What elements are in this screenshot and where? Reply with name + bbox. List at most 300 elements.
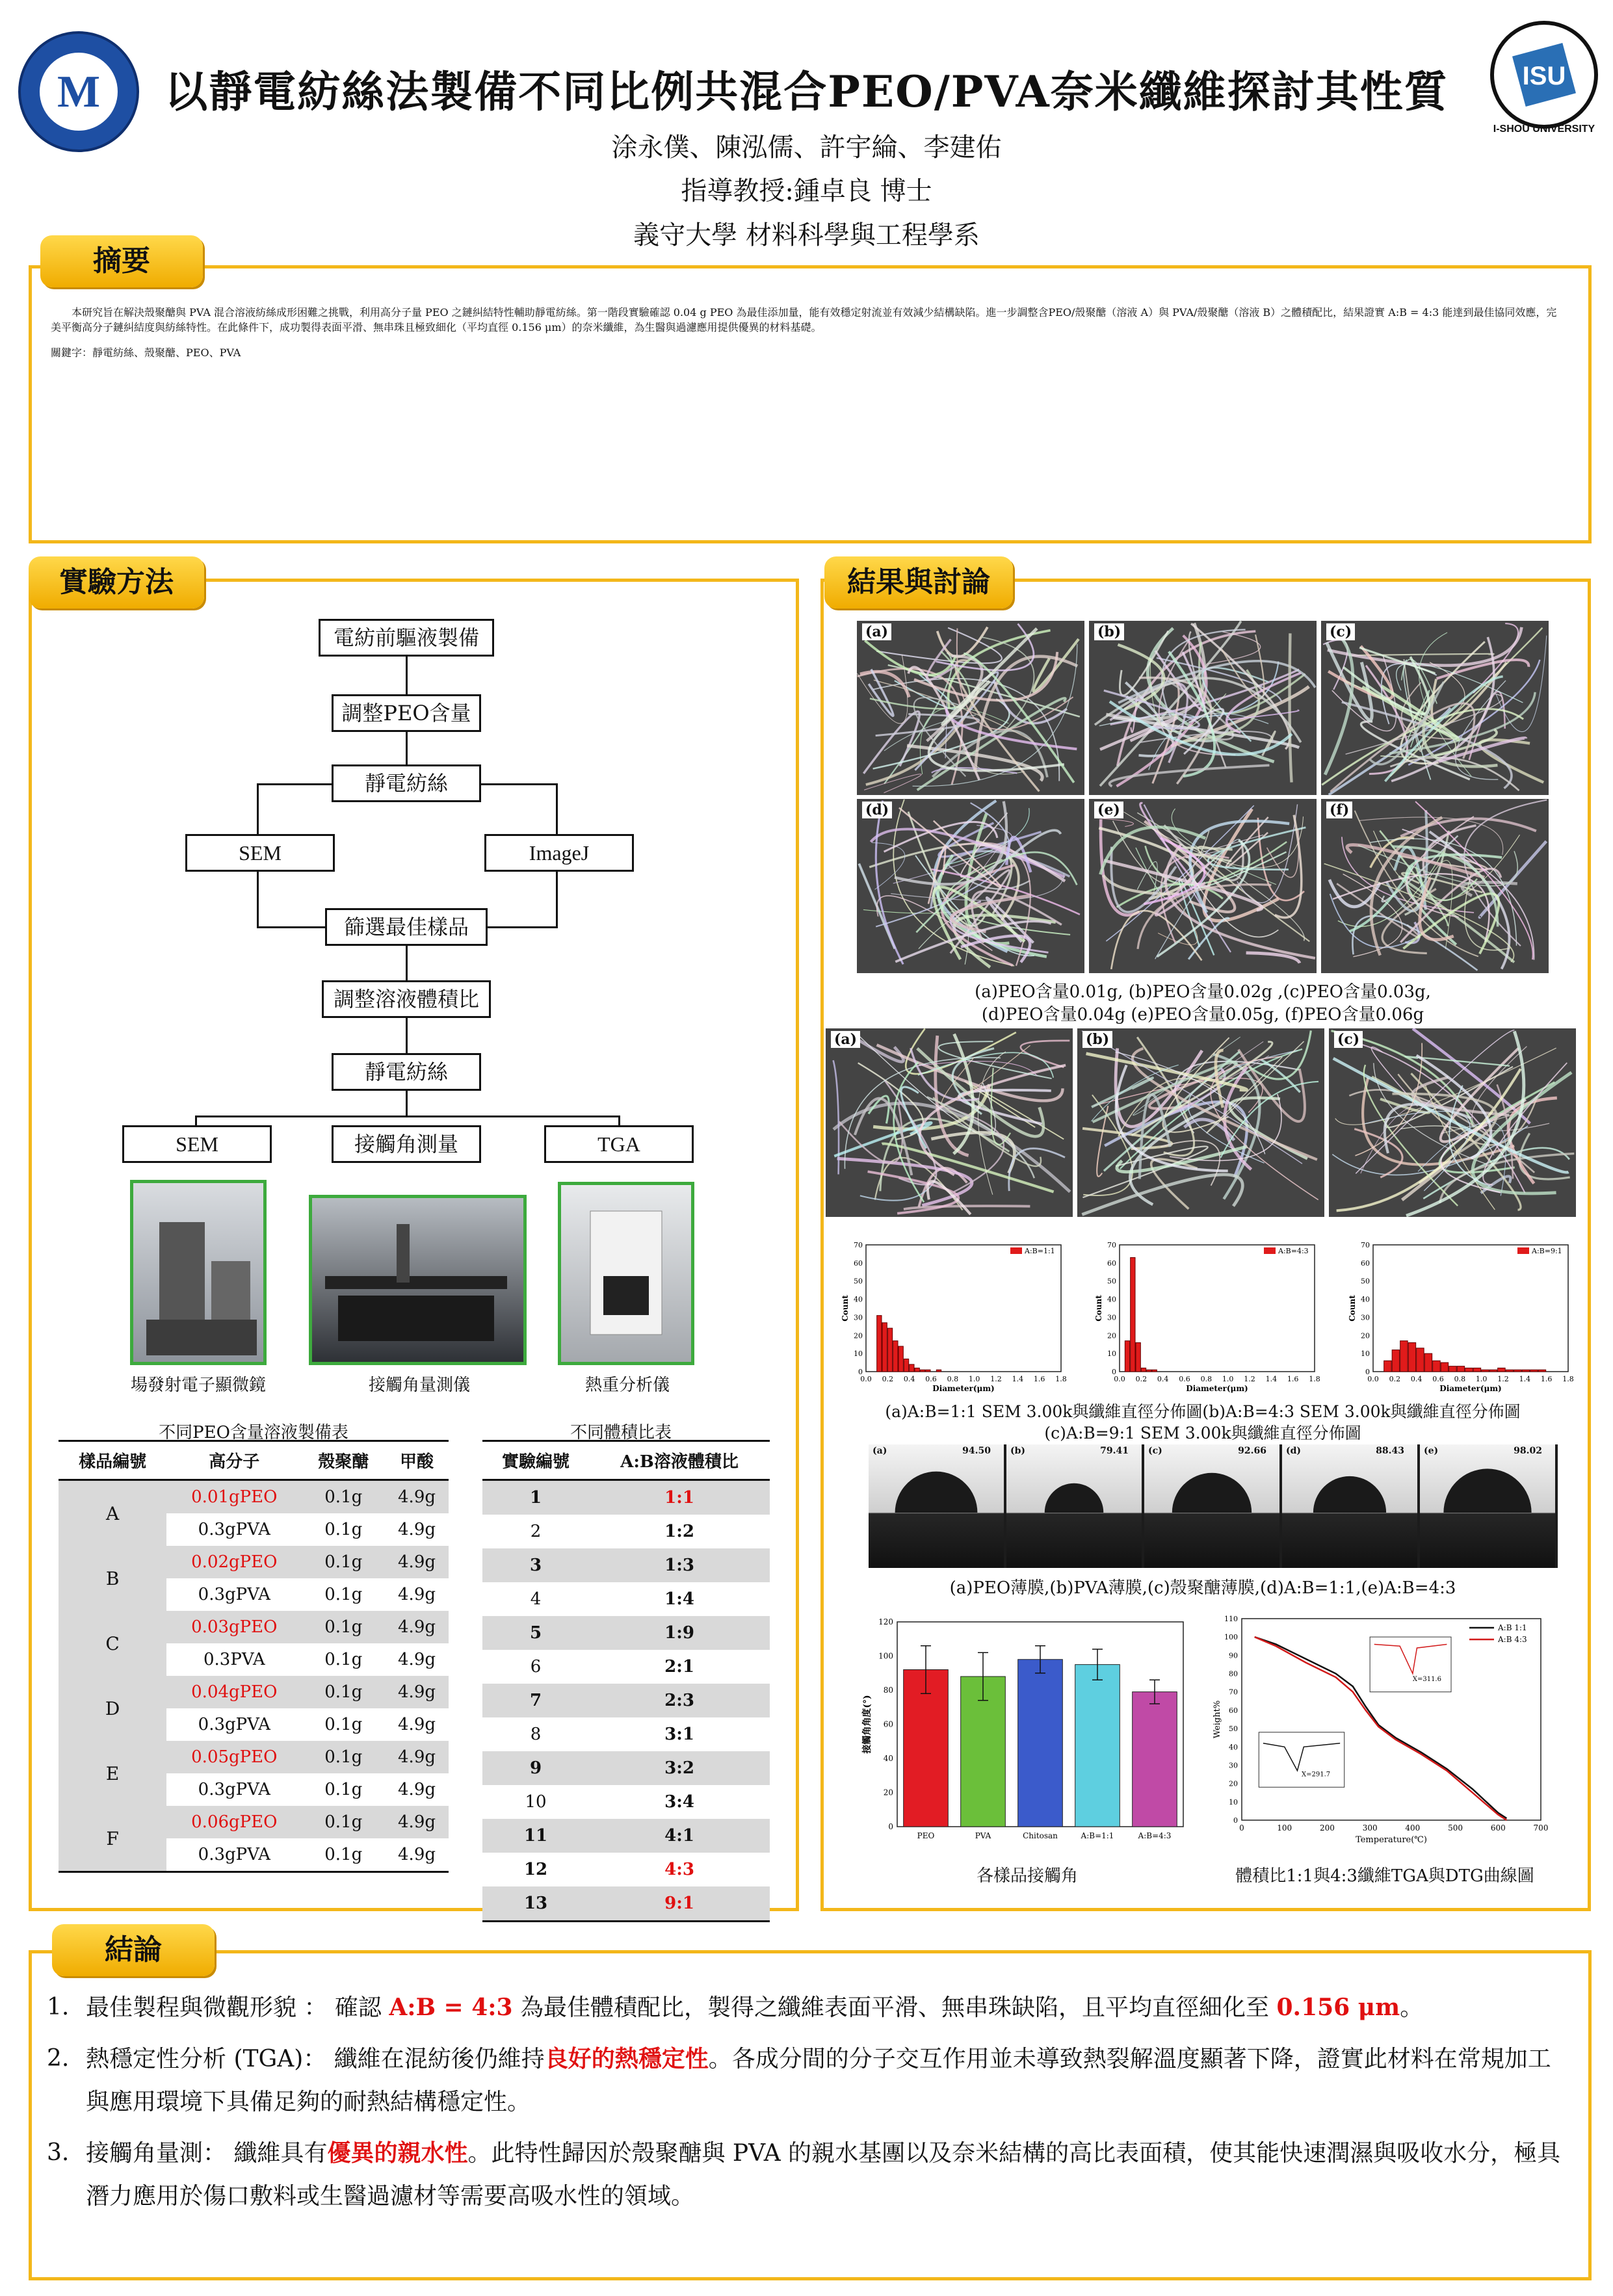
conclusion-text: 。	[1400, 1994, 1424, 2021]
sample-id: C	[59, 1611, 166, 1676]
table2-title: 不同體積比表	[570, 1423, 672, 1442]
x-tick-label: 1.6	[1033, 1375, 1045, 1383]
table2-header: 實驗編號	[482, 1441, 589, 1480]
histogram-bar	[1400, 1341, 1408, 1372]
table1-header: 殼聚醣	[302, 1441, 385, 1480]
table-row	[482, 1548, 770, 1582]
y-tick-label: 50	[854, 1277, 863, 1286]
y-tick-label: 20	[854, 1331, 863, 1340]
table-cell: 0.3gPVA	[198, 1845, 270, 1864]
histogram-bar	[1408, 1342, 1416, 1372]
sample-id: A	[59, 1480, 166, 1546]
histogram-bar	[1147, 1370, 1151, 1372]
flow-connector	[406, 1018, 408, 1054]
y-tick-label: 80	[883, 1686, 893, 1695]
y-tick-label: 0	[858, 1368, 863, 1376]
histogram-bar	[910, 1364, 914, 1372]
y-tick-label: 10	[1361, 1350, 1370, 1359]
legend-label: A:B 4:3	[1498, 1635, 1527, 1644]
y-tick-label: 50	[1229, 1725, 1238, 1734]
sem-caption-line1: (a)PEO含量0.01g, (b)PEO含量0.02g ,(c)PEO含量0.03g,	[975, 982, 1431, 1002]
table-cell: 3	[529, 1556, 542, 1575]
table-cell: 2:3	[664, 1691, 694, 1710]
y-tick-label: 100	[878, 1651, 893, 1661]
conclusion-highlight: A:B = 4:3	[389, 1994, 513, 2021]
histogram-bar	[1392, 1350, 1400, 1372]
table-cell: 4.9g	[385, 1676, 449, 1708]
flow-step-select: 篩選最佳樣品	[325, 908, 488, 946]
y-tick-label: 0	[888, 1822, 893, 1831]
histogram-bar	[893, 1341, 898, 1372]
conclusion-list	[47, 1986, 1568, 2218]
table-cell: 0.3gPVA	[198, 1780, 270, 1799]
sem-label: (c)	[1334, 1031, 1363, 1048]
x-tick-label: 1.8	[1309, 1375, 1320, 1383]
contact-angle-instrument-icon	[312, 1198, 523, 1362]
table-cell: 0.3gPVA	[198, 1715, 270, 1734]
table-cell: 0.02gPEO	[166, 1546, 302, 1578]
table-cell: 1:4	[664, 1589, 694, 1609]
table-row	[59, 1546, 449, 1578]
conclusion-tag: 結論	[52, 1924, 215, 1976]
table-cell: 4.9g	[385, 1480, 449, 1514]
conclusion-item-2	[47, 2037, 1568, 2124]
department: 義守大學 材料科學與工程學系	[633, 220, 980, 250]
contact-angle-frame	[1282, 1444, 1417, 1568]
contact-angle-frame	[1420, 1444, 1555, 1568]
x-tick-label: 0.2	[1389, 1375, 1401, 1383]
y-tick-label: 40	[1107, 1295, 1116, 1304]
table-cell: 4	[530, 1589, 542, 1609]
table-cell: 10	[525, 1792, 547, 1812]
table-row	[482, 1819, 770, 1853]
x-tick-label: 0.8	[1454, 1375, 1466, 1383]
sem-label: (a)	[831, 1031, 860, 1048]
table-cell: 4.9g	[398, 1715, 436, 1734]
flow-imagej: ImageJ	[484, 834, 634, 872]
histogram-bar	[1417, 1348, 1424, 1372]
flow-connector	[406, 1091, 408, 1117]
y-tick-label: 120	[878, 1617, 893, 1626]
advisor: 指導教授:鍾卓良 博士	[681, 176, 932, 206]
contact-label: (d)	[1286, 1446, 1302, 1456]
methods-tag: 實驗方法	[29, 556, 204, 608]
table2	[482, 1440, 770, 1922]
sample-id: F	[59, 1806, 166, 1872]
table-cell: 1	[529, 1488, 542, 1507]
flow-connector	[556, 783, 558, 834]
x-tick-label: 1.6	[1287, 1375, 1299, 1383]
diameter-histograms	[826, 1222, 1580, 1394]
y-tick-label: 40	[883, 1754, 893, 1763]
bar	[1133, 1692, 1177, 1827]
table-row	[482, 1582, 770, 1616]
conclusion-text: 熱穩定性分析 (TGA)： 纖維在混紡後仍維持	[86, 2046, 545, 2072]
contact-angle-frame	[1006, 1444, 1142, 1568]
flow-step-spin1: 靜電紡絲	[332, 764, 481, 802]
droplet-icon	[1282, 1444, 1417, 1568]
table-cell: 0.01gPEO	[166, 1480, 302, 1514]
flow-sem: SEM	[185, 834, 335, 872]
table-cell: 0.1g	[302, 1611, 385, 1643]
conclusion-highlight: 0.156 μm	[1276, 1994, 1400, 2021]
sem-label: (e)	[1094, 802, 1123, 818]
y-tick-label: 10	[854, 1350, 863, 1359]
y-tick-label: 90	[1229, 1651, 1238, 1660]
y-tick-label: 60	[1107, 1259, 1116, 1268]
conclusion-number: 3.	[47, 2139, 70, 2166]
x-tick-label: 1.8	[1055, 1375, 1067, 1383]
table-cell: 5	[529, 1623, 542, 1643]
table-cell: 4:1	[664, 1826, 694, 1846]
histogram-bar	[926, 1370, 930, 1372]
histogram-bar	[1125, 1341, 1129, 1372]
x-tick-label: 100	[1277, 1823, 1292, 1833]
photo-caption-contact: 接觸角量測儀	[368, 1376, 470, 1395]
sample-id: D	[59, 1676, 166, 1741]
x-tick-label: 0.6	[925, 1375, 937, 1383]
x-tick-label: 0.6	[1432, 1375, 1444, 1383]
table1-peo	[59, 1440, 449, 1873]
table-cell: 0.1g	[302, 1741, 385, 1773]
x-tick-label: 700	[1533, 1823, 1549, 1833]
photo-contact-angle	[309, 1195, 527, 1365]
table-cell: 6	[530, 1657, 542, 1676]
contact-angle-frame	[1144, 1444, 1279, 1568]
keywords: 關鍵字：靜電紡絲、殼聚醣、PEO、PVA	[51, 346, 241, 359]
y-tick-label: 50	[1107, 1277, 1116, 1286]
x-tick-label: 500	[1448, 1823, 1463, 1833]
y-tick-label: 40	[1361, 1295, 1370, 1304]
legend-label: A:B=4:3	[1278, 1247, 1309, 1255]
microscope-icon	[133, 1183, 263, 1362]
table-row	[482, 1650, 770, 1684]
table-cell: 1:2	[664, 1522, 694, 1541]
table-cell: 4.9g	[398, 1845, 436, 1864]
x-tick-label: 0.4	[1157, 1375, 1169, 1383]
x-tick-label: 400	[1405, 1823, 1421, 1833]
x-tick-label: 1.6	[1540, 1375, 1553, 1383]
x-axis-label: Diameter(μm)	[932, 1384, 995, 1393]
flow-step-spin2: 靜電紡絲	[332, 1053, 481, 1091]
table-cell: 0.1g	[302, 1806, 385, 1838]
conclusion-highlight: 良好的熱穩定性	[544, 2045, 709, 2072]
flow-out-contact: 接觸角測量	[332, 1125, 481, 1163]
histogram-bar	[898, 1346, 903, 1372]
table-row	[59, 1480, 449, 1514]
x-tick-label: 1.2	[1244, 1375, 1255, 1383]
y-axis-label: Count	[1348, 1295, 1357, 1322]
histogram-bar	[877, 1316, 882, 1372]
x-tick-label: 0.2	[882, 1375, 894, 1383]
x-tick-label: 0.0	[860, 1375, 872, 1383]
table1-header: 甲酸	[385, 1441, 449, 1480]
sem-image	[826, 1028, 1073, 1217]
histogram-bar	[1152, 1370, 1157, 1372]
x-tick-label: 1.0	[968, 1375, 980, 1383]
y-axis-label: 接觸角角度(°)	[862, 1695, 872, 1754]
y-tick-label: 60	[1361, 1259, 1370, 1268]
droplet-icon	[1006, 1444, 1142, 1568]
contact-angle-images	[869, 1444, 1558, 1568]
table-cell: 4:3	[664, 1860, 694, 1879]
photo-caption-fesem: 場發射電子顯微鏡	[130, 1376, 266, 1395]
abstract-text	[51, 294, 1566, 370]
y-tick-label: 60	[854, 1259, 863, 1268]
y-tick-label: 0	[1112, 1368, 1116, 1376]
table2-ratio	[482, 1440, 770, 1922]
table-row	[482, 1480, 770, 1515]
legend-swatch	[1264, 1247, 1276, 1254]
fiber-texture-icon	[1077, 1028, 1324, 1217]
conclusion-text: 最佳製程與微觀形貌 ： 確認	[86, 1994, 389, 2021]
histogram-bar	[1514, 1370, 1522, 1372]
contact-label: (c)	[1148, 1446, 1162, 1456]
table-row	[59, 1741, 449, 1773]
legend-label: A:B=9:1	[1532, 1247, 1562, 1255]
y-tick-label: 40	[854, 1295, 863, 1304]
contact-caption: (a)PEO薄膜,(b)PVA薄膜,(c)殼聚醣薄膜,(d)A:B=1:1,(e)A:B=4:3	[949, 1578, 1456, 1598]
flow-out-tga: TGA	[544, 1125, 694, 1163]
flow-connector	[406, 657, 408, 696]
fiber-texture-icon	[857, 799, 1084, 973]
photo-fesem	[130, 1180, 267, 1365]
flow-connector	[556, 872, 558, 928]
contact-angle-value: 88.43	[1376, 1446, 1404, 1456]
table-row	[482, 1785, 770, 1819]
poster-title: 以靜電紡絲法製備不同比例共混合PEO/PVA奈米纖維探討其性質	[164, 66, 1449, 117]
sem-label: (b)	[1094, 623, 1124, 640]
svg-text:ISU: ISU	[1522, 62, 1566, 90]
authors: 涂永僕、陳泓儒、許宇綸、李建佑	[611, 133, 1002, 163]
table-cell: 1:3	[664, 1556, 694, 1575]
table-row	[482, 1886, 770, 1922]
y-tick-label: 50	[1361, 1277, 1370, 1286]
y-tick-label: 20	[883, 1788, 893, 1797]
sem-label: (c)	[1326, 623, 1355, 640]
table-cell: 0.1g	[324, 1585, 363, 1604]
table-row	[482, 1616, 770, 1650]
hist-caption-line2: (c)A:B=9:1 SEM 3.00k與纖維直徑分佈圖	[1044, 1424, 1361, 1442]
x-tick-label: PEO	[917, 1831, 935, 1840]
x-tick-label: 0.8	[947, 1375, 959, 1383]
table-row	[482, 1684, 770, 1717]
table-cell: 1:9	[664, 1623, 694, 1643]
table-row	[482, 1751, 770, 1785]
x-tick-label: 0	[1239, 1823, 1244, 1833]
histogram-bar	[1473, 1368, 1481, 1372]
y-tick-label: 30	[854, 1313, 863, 1322]
table-cell: 0.1g	[302, 1676, 385, 1708]
histogram-bar	[904, 1359, 908, 1372]
histogram-bar	[915, 1368, 919, 1372]
conclusion-text: 接觸角量測： 纖維具有	[86, 2140, 328, 2167]
sem-image	[1321, 799, 1549, 973]
table2-header: A:B溶液體積比	[589, 1441, 770, 1480]
flow-step-peo: 調整PEO含量	[332, 694, 481, 732]
fiber-texture-icon	[1321, 621, 1549, 795]
table-cell: 0.3PVA	[203, 1650, 265, 1669]
flow-step-prep: 電紡前驅液製備	[319, 619, 494, 657]
flow-connector	[406, 946, 408, 981]
table-cell: 0.1g	[302, 1480, 385, 1514]
conclusion-item-3	[47, 2132, 1568, 2218]
legend-swatch	[1517, 1247, 1529, 1254]
conclusion-text: 。各成分間的分子交互作用並未導致熱裂解溫度顯著下降，證實此材料在常規加工與應用環境下具備足夠的耐熱結構穩定性。	[86, 2046, 1551, 2115]
annotation: X=311.6	[1412, 1675, 1441, 1683]
table-cell: 4.9g	[398, 1585, 436, 1604]
histogram-bar	[1538, 1370, 1546, 1372]
legend-label: A:B 1:1	[1498, 1623, 1527, 1632]
table-cell: 4.9g	[398, 1520, 436, 1539]
histogram-bar	[1465, 1368, 1473, 1372]
table-cell: 2	[530, 1522, 542, 1541]
fiber-texture-icon	[857, 621, 1084, 795]
table-cell: 0.1g	[302, 1546, 385, 1578]
table-cell: 4.9g	[385, 1546, 449, 1578]
table-cell: 4.9g	[398, 1650, 436, 1669]
sem-label: (b)	[1082, 1031, 1112, 1048]
y-tick-label: 70	[1361, 1241, 1370, 1249]
x-tick-label: 0.2	[1135, 1375, 1147, 1383]
y-tick-label: 30	[1229, 1761, 1238, 1770]
table-cell: 4.9g	[385, 1741, 449, 1773]
x-tick-label: 0.4	[1410, 1375, 1423, 1383]
histogram-bar	[1136, 1342, 1140, 1372]
table-row	[59, 1806, 449, 1838]
table-cell: 3:4	[664, 1792, 694, 1812]
y-tick-label: 0	[1365, 1368, 1370, 1376]
sem-image	[857, 621, 1084, 795]
flow-connector	[257, 926, 325, 928]
histogram-bar	[1457, 1366, 1465, 1372]
y-tick-label: 60	[1229, 1706, 1238, 1715]
flow-connector	[488, 926, 558, 928]
x-tick-label: 1.4	[1265, 1375, 1278, 1383]
contact-label: (a)	[872, 1446, 887, 1456]
contact-angle-value: 94.50	[962, 1446, 991, 1456]
table-cell: 0.1g	[324, 1520, 363, 1539]
tga-instrument-icon	[561, 1185, 691, 1362]
sem-image	[1077, 1028, 1324, 1217]
legend-swatch	[1010, 1247, 1022, 1254]
y-axis-label: Count	[1094, 1295, 1103, 1322]
table-cell: 0.04gPEO	[166, 1676, 302, 1708]
x-tick-label: 0.0	[1367, 1375, 1379, 1383]
y-tick-label: 60	[883, 1719, 893, 1729]
flow-out-sem: SEM	[122, 1125, 272, 1163]
histogram-bar	[1141, 1368, 1146, 1372]
fiber-texture-icon	[1321, 799, 1549, 973]
photo-tga	[558, 1182, 694, 1365]
sem-label: (d)	[862, 802, 892, 818]
x-tick-label: 0.4	[903, 1375, 915, 1383]
table-cell: 0.05gPEO	[166, 1741, 302, 1773]
sample-id: E	[59, 1741, 166, 1806]
conclusion-item-1	[47, 1986, 1568, 2029]
histogram-bar	[1131, 1258, 1135, 1372]
conclusion-text: 。此特性歸因於殼聚醣與 PVA 的親水基團以及奈米結構的高比表面積，使其能快速潤濕與吸收水分，極具潛力應用於傷口敷料或生醫過濾材等需要高吸水性的領域。	[86, 2140, 1561, 2210]
x-tick-label: A:B=1:1	[1081, 1831, 1114, 1840]
contact-angle-value: 79.41	[1100, 1446, 1129, 1456]
x-tick-label: Chitosan	[1023, 1831, 1058, 1840]
x-tick-label: 0.0	[1114, 1375, 1125, 1383]
flow-connector	[257, 872, 259, 928]
histogram-bar	[1424, 1353, 1432, 1372]
y-axis-label: Weight%	[1213, 1700, 1222, 1739]
histogram-bar	[887, 1328, 892, 1372]
table-cell: 4.9g	[385, 1806, 449, 1838]
histogram-bar	[1522, 1370, 1530, 1372]
conclusion-number: 2.	[47, 2045, 70, 2072]
sem-image	[1329, 1028, 1576, 1217]
tga-chart	[1209, 1606, 1560, 1853]
table1-header: 高分子	[166, 1441, 302, 1480]
table-row	[482, 1515, 770, 1548]
y-tick-label: 70	[854, 1241, 863, 1249]
contact-label: (e)	[1424, 1446, 1439, 1456]
hist-caption-line1: (a)A:B=1:1 SEM 3.00k與纖維直徑分佈圖(b)A:B=4:3 SEM 3.00k與纖維直徑分佈圖	[885, 1402, 1521, 1421]
conclusion-highlight: 優異的親水性	[327, 2139, 468, 2167]
x-tick-label: PVA	[975, 1831, 991, 1840]
table-cell: 0.1g	[324, 1780, 363, 1799]
histogram-bar	[936, 1370, 941, 1372]
photo-caption-tga: 熱重分析儀	[584, 1376, 670, 1395]
x-axis-label: Temperature(℃)	[1356, 1835, 1427, 1845]
fiber-texture-icon	[1089, 799, 1317, 973]
flow-connector	[195, 1115, 620, 1117]
y-tick-label: 70	[1107, 1241, 1116, 1249]
flow-connector	[257, 783, 332, 785]
y-tick-label: 0	[1233, 1816, 1238, 1825]
histogram-bar	[1449, 1366, 1457, 1372]
x-tick-label: 1.2	[990, 1375, 1002, 1383]
table-cell: 3:1	[664, 1725, 694, 1744]
x-tick-label: 1.4	[1519, 1375, 1531, 1383]
dtg-inset	[1259, 1732, 1344, 1788]
table-row	[59, 1611, 449, 1643]
conclusion-number: 1.	[47, 1994, 70, 2020]
bar	[1075, 1665, 1120, 1827]
x-tick-label: 1.4	[1012, 1375, 1024, 1383]
x-tick-label: 300	[1362, 1823, 1378, 1833]
y-tick-label: 40	[1229, 1743, 1238, 1752]
histogram-bar	[1433, 1361, 1441, 1372]
svg-text:M: M	[57, 67, 101, 117]
x-axis-label: Diameter(μm)	[1186, 1384, 1248, 1393]
y-tick-label: 10	[1229, 1797, 1238, 1807]
flow-step-ratio: 調整溶液體積比	[322, 980, 491, 1018]
y-tick-label: 20	[1361, 1331, 1370, 1340]
bar	[1018, 1660, 1063, 1827]
contact-angle-frame	[869, 1444, 1004, 1568]
table-cell: 1:1	[664, 1488, 694, 1507]
x-tick-label: 1.0	[1475, 1375, 1488, 1383]
table-cell: 7	[529, 1691, 542, 1710]
table-cell: 3:2	[664, 1758, 694, 1778]
y-tick-label: 10	[1107, 1350, 1116, 1359]
flow-connector	[481, 783, 558, 785]
table-cell: 0.1g	[324, 1715, 363, 1734]
table-cell: 11	[523, 1826, 548, 1846]
conclusion-text: 為最佳體積配比，製得之纖維表面平滑、無串珠缺陷，且平均直徑細化至	[512, 1994, 1277, 2021]
histogram-bar	[1489, 1370, 1497, 1372]
fiber-texture-icon	[1089, 621, 1317, 795]
sem-image	[1321, 621, 1549, 795]
x-tick-label: A:B=4:3	[1138, 1831, 1172, 1840]
table-cell: 0.06gPEO	[166, 1806, 302, 1838]
annotation: X=291.7	[1302, 1771, 1331, 1779]
